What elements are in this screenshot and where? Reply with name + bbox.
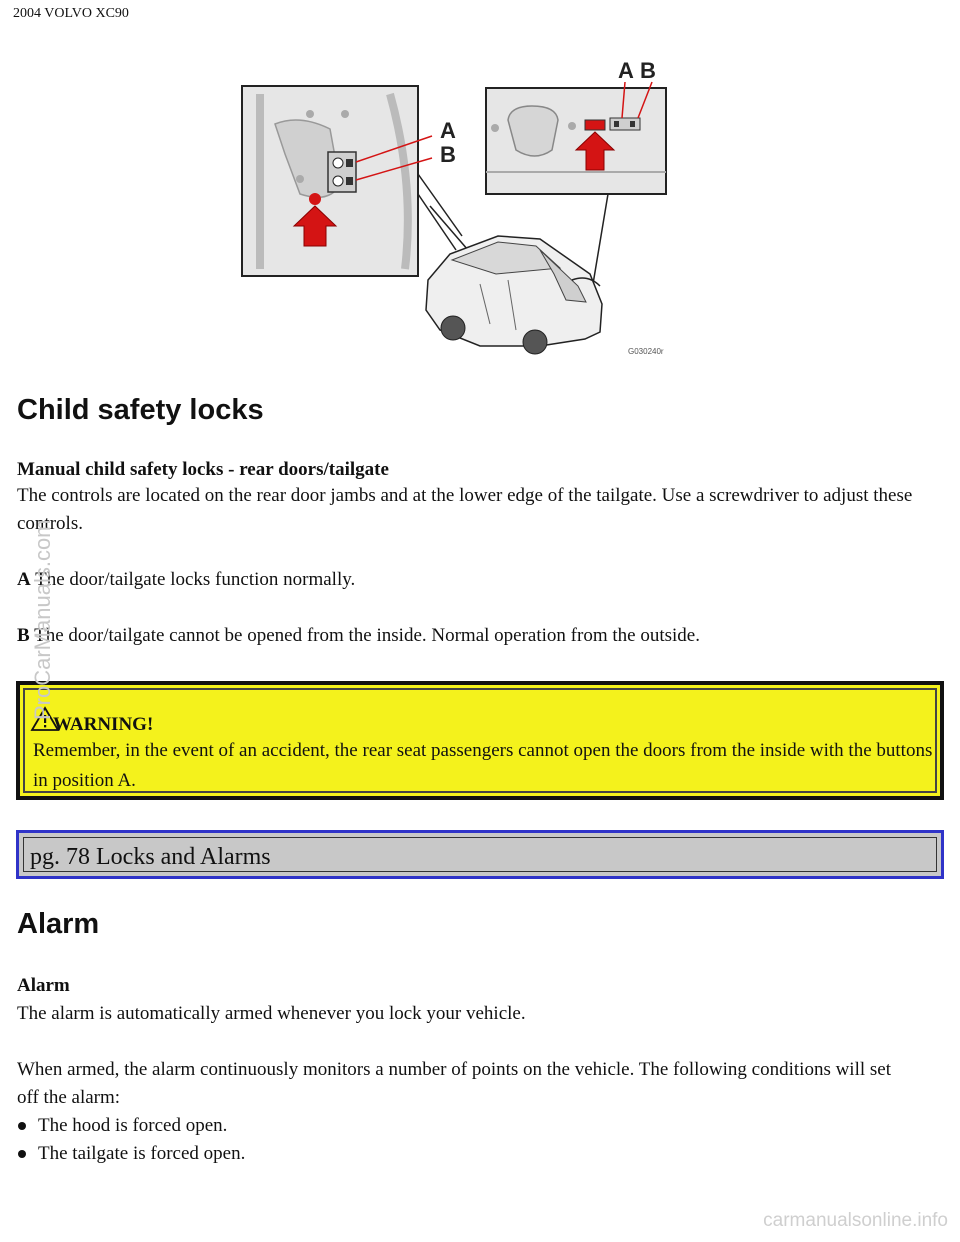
alarm-paragraph-2: When armed, the alarm continuously monitors a number of points on the vehicle. The following conditions will set off the alarm:	[17, 1059, 891, 1108]
side-watermark: ProCarManuals.com	[30, 519, 55, 720]
item-a-text: The door/tailgate locks function normally.	[30, 569, 356, 590]
list-item-text: The hood is forced open.	[38, 1115, 228, 1136]
alarm-conditions-list	[17, 1112, 245, 1168]
page-marker-bar	[16, 830, 944, 879]
warning-box	[16, 681, 944, 800]
child-safety-intro: The controls are located on the rear door jambs and at the lower edge of the tailgate. Use a screwdriver to adjust these controls.	[17, 485, 913, 534]
figure-code: G030240r	[628, 347, 664, 356]
list-item	[17, 1112, 245, 1140]
label-b-left: B	[440, 142, 456, 167]
page-header: 2004 VOLVO XC90	[13, 6, 129, 21]
item-b-key: B	[17, 625, 30, 646]
label-b-right: B	[640, 58, 656, 83]
list-item	[17, 1140, 245, 1168]
alarm-subtitle: Alarm	[17, 975, 70, 996]
item-b-text: The door/tailgate cannot be opened from the inside. Normal operation from the outside.	[29, 625, 700, 646]
car-icon	[426, 236, 602, 354]
item-a	[17, 566, 937, 594]
item-a-key: A	[17, 569, 31, 590]
list-item-text: The tailgate is forced open.	[38, 1143, 246, 1164]
warning-text: Remember, in the event of an accident, the rear seat passengers cannot open the doors from the inside with the buttons in position A.	[33, 740, 933, 791]
page-marker-text: pg. 78 Locks and Alarms	[30, 844, 271, 870]
warning-title: WARNING!	[53, 714, 154, 735]
child-safety-subtitle: Manual child safety locks - rear doors/tailgate	[17, 459, 389, 480]
label-a-right: A	[618, 58, 634, 83]
bullet-icon	[18, 1150, 26, 1158]
section-title-child-safety: Child safety locks	[17, 394, 264, 426]
label-a-left: A	[440, 118, 456, 143]
alarm-paragraph-1: The alarm is automatically armed whenever you lock your vehicle.	[17, 1003, 526, 1024]
section-title-alarm: Alarm	[17, 908, 100, 940]
child-lock-illustration	[240, 54, 670, 359]
bullet-icon	[18, 1122, 26, 1130]
footer-watermark: carmanualsonline.info	[763, 1210, 948, 1231]
item-b	[17, 622, 937, 650]
